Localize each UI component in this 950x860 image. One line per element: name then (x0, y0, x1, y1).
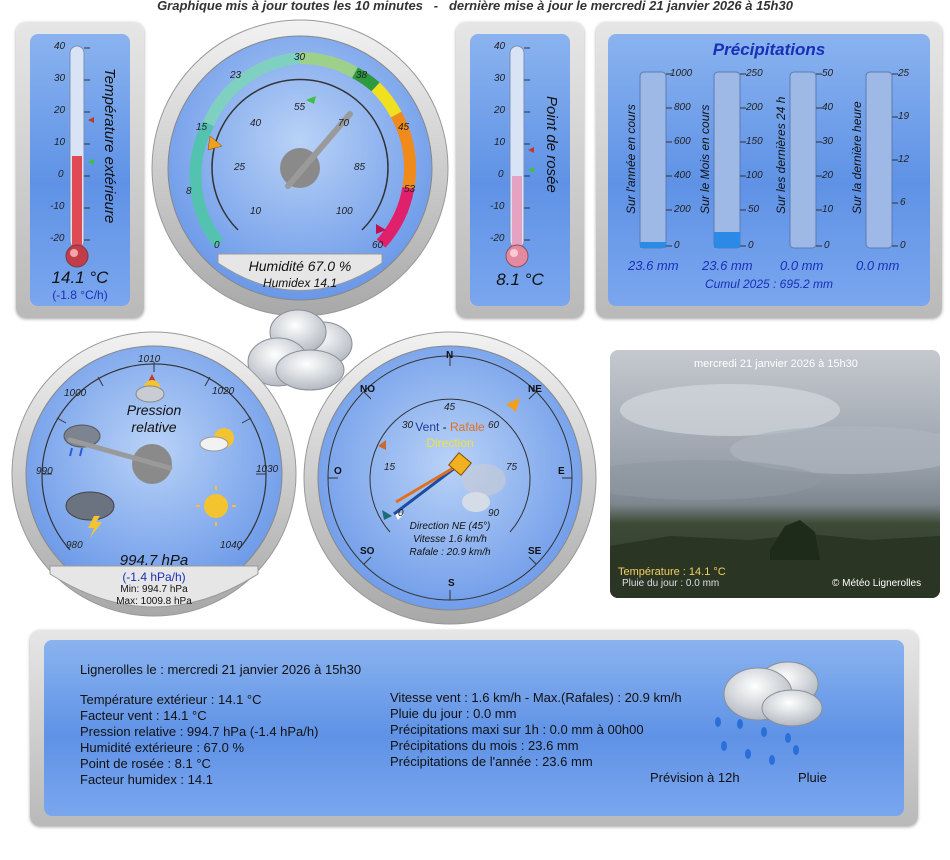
pressure-max: Max: 1009.8 hPa (116, 596, 192, 607)
dew-tick: -10 (490, 201, 505, 212)
min-marker (88, 159, 94, 165)
summary-line: Pression relative : 994.7 hPa (-1.4 hPa/h) (80, 724, 319, 739)
humidity-inner-tick: 70 (338, 118, 350, 129)
precip-tick: 100 (746, 170, 763, 181)
webcam-rain: Pluie du jour : 0.0 mm (622, 578, 720, 589)
temperature-label: Température extérieure (101, 68, 118, 224)
humidity-tick: 0 (214, 240, 220, 251)
humidity-tick: 23 (230, 70, 242, 81)
precip-month-value: 23.6 mm (702, 258, 753, 273)
summary-line: Précipitations du mois : 23.6 mm (390, 738, 579, 753)
precip-tick: 0 (748, 240, 754, 251)
banner-separator: - (433, 0, 439, 13)
precip-month-label: Sur le Mois en cours (698, 104, 712, 214)
wind-tick: 45 (444, 402, 456, 413)
compass-so: SO (360, 546, 375, 557)
humidity-inner-tick: 25 (234, 162, 246, 173)
rain-cloud-icon (708, 650, 832, 770)
compass-s: S (448, 578, 455, 589)
summary-line: Précipitations de l'année : 23.6 mm (390, 754, 593, 769)
precip-tick: 30 (822, 136, 834, 147)
precip-tick: 25 (898, 68, 910, 79)
precip-1h-value: 0.0 mm (856, 258, 900, 273)
precip-tick: 600 (674, 136, 691, 147)
precip-tick: 400 (674, 170, 691, 181)
summary-header: Lignerolles le : mercredi 21 janvier 2026 à 15h30 (80, 662, 362, 677)
humidity-value: Humidité 67.0 % (248, 258, 352, 274)
precip-tick: 50 (748, 204, 760, 215)
pressure-tick: 1030 (256, 464, 279, 475)
dew-tick: 0 (498, 169, 504, 180)
summary-line: Vitesse vent : 1.6 km/h - Max.(Rafales) : 20.9 km/h (390, 690, 682, 705)
humidity-tick: 45 (398, 122, 410, 133)
humidity-tick: 60 (372, 240, 384, 251)
humidity-tick: 38 (356, 70, 368, 81)
dewpoint-label: Point de rosée (543, 96, 560, 193)
humidity-inner-tick: 55 (294, 102, 306, 113)
humidity-inner-tick: 85 (354, 162, 366, 173)
wind-tick: 60 (488, 420, 500, 431)
pressure-tick: 1040 (220, 540, 243, 551)
precip-tick: 10 (822, 204, 834, 215)
compass-ne: NE (528, 384, 542, 395)
webcam-credit: © Météo Lignerolles (832, 578, 922, 589)
summary-line: Précipitations maxi sur 1h : 0.0 mm à 00h00 (390, 722, 644, 737)
summary-line: Pluie du jour : 0.0 mm (390, 706, 517, 721)
pressure-tick: 1020 (212, 386, 235, 397)
precip-1h-label: Sur la dernière heure (850, 101, 864, 214)
precip-year-value: 23.6 mm (628, 258, 679, 273)
precip-tick: 800 (674, 102, 691, 113)
wind-tick: 90 (488, 508, 500, 519)
precip-24h-label: Sur les dernières 24 h (774, 96, 788, 214)
forecast-label: Prévision à 12h (650, 770, 740, 785)
precip-tick: 0 (674, 240, 680, 251)
wind-tick: 15 (384, 462, 396, 473)
precip-tick: 200 (674, 204, 691, 215)
pressure-label: Pression relative (126, 402, 182, 435)
wind-readout: Direction NE (45°) Vitesse 1.6 km/h Rafale : 20.9 km/h (409, 521, 491, 558)
humidity-inner-tick: 40 (250, 118, 262, 129)
precip-tick: 50 (822, 68, 834, 79)
precip-tick: 19 (898, 111, 910, 122)
humidity-inner-tick: 100 (336, 206, 353, 217)
compass-e: E (558, 466, 565, 477)
temp-tick: -20 (50, 233, 65, 244)
compass-se: SE (528, 546, 542, 557)
compass-n: N (446, 350, 454, 361)
pressure-trend: (-1.4 hPa/h) (122, 570, 186, 584)
banner-left: Graphique mis à jour toutes les 10 minutes (157, 0, 423, 13)
dew-tick: 20 (494, 105, 506, 116)
precipitation-panel (596, 22, 942, 318)
humidity-tick: 30 (294, 52, 306, 63)
precip-year-label: Sur l'année en cours (624, 104, 638, 214)
temp-tick: 0 (58, 169, 64, 180)
precip-tick: 40 (822, 102, 834, 113)
pressure-min: Min: 994.7 hPa (120, 584, 188, 595)
humidity-tick: 8 (186, 186, 192, 197)
precip-tick: 1000 (670, 68, 693, 79)
precip-tick: 6 (900, 197, 906, 208)
summary-left-list (80, 692, 318, 788)
pressure-tick: 1000 (64, 388, 87, 399)
temperature-trend: (-1.8 °C/h) (52, 288, 108, 302)
wind-title: Vent - Rafale (415, 420, 485, 434)
precip-tick: 20 (822, 170, 834, 181)
dew-tick: 10 (494, 137, 506, 148)
humidity-tick: 15 (196, 122, 208, 133)
temperature-value: 14.1 °C (51, 268, 109, 287)
humidity-tick: 53 (404, 184, 416, 195)
dew-tick: 40 (494, 41, 506, 52)
wind-tick: 0 (398, 508, 404, 519)
wind-direction-title: Direction (426, 436, 474, 450)
temp-tick: 30 (54, 73, 66, 84)
precip-tick: 0 (900, 240, 906, 251)
dewpoint-panel (456, 22, 584, 318)
precip-tick: 0 (824, 240, 830, 251)
webcam-temp: Température : 14.1 °C (618, 566, 726, 578)
summary-line: Facteur vent : 14.1 °C (80, 708, 207, 723)
banner-right: dernière mise à jour le mercredi 21 janvier 2026 à 15h30 (448, 0, 793, 13)
summary-line: Température extérieur : 14.1 °C (80, 692, 262, 707)
dew-tick: -20 (490, 233, 505, 244)
summary-line: Point de rosée : 8.1 °C (80, 756, 211, 771)
summary-right-list (390, 690, 682, 770)
precipitation-tubes (596, 22, 942, 318)
pressure-tick: 990 (36, 466, 53, 477)
wind-gauge (302, 330, 598, 626)
pressure-tick: 980 (66, 540, 83, 551)
pressure-value: 994.7 hPa (119, 552, 189, 569)
precipitation-title: Précipitations (712, 40, 826, 59)
wind-tick: 30 (402, 420, 414, 431)
summary-line: Humidité extérieure : 67.0 % (80, 740, 245, 755)
humidity-gauge (150, 18, 450, 318)
humidity-inner-tick: 10 (250, 206, 262, 217)
max-marker (88, 117, 94, 123)
update-banner (0, 0, 950, 13)
summary-panel (30, 630, 918, 826)
temp-tick: -10 (50, 201, 65, 212)
precip-24h-value: 0.0 mm (780, 258, 824, 273)
summary-line: Facteur humidex : 14.1 (80, 772, 213, 787)
dewpoint-value: 8.1 °C (496, 270, 544, 289)
pressure-tick: 1010 (138, 354, 161, 365)
wind-tick: 75 (506, 462, 518, 473)
compass-no: NO (360, 384, 375, 395)
precip-tick: 250 (746, 68, 763, 79)
dew-tick: 30 (494, 73, 506, 84)
compass-o: O (334, 466, 342, 477)
temperature-panel (16, 22, 144, 318)
temp-tick: 10 (54, 137, 66, 148)
pressure-gauge (10, 330, 298, 618)
webcam-caption: mercredi 21 janvier 2026 à 15h30 (694, 358, 858, 370)
precip-tick: 150 (746, 136, 763, 147)
temp-tick: 20 (54, 105, 66, 116)
temp-tick: 40 (54, 41, 66, 52)
precip-tick: 12 (898, 154, 910, 165)
precip-cumul: Cumul 2025 : 695.2 mm (704, 277, 834, 291)
forecast-value: Pluie (798, 770, 827, 785)
webcam-image[interactable] (610, 350, 940, 598)
precip-tick: 200 (746, 102, 763, 113)
humidex-value: Humidex 14.1 (262, 276, 338, 290)
